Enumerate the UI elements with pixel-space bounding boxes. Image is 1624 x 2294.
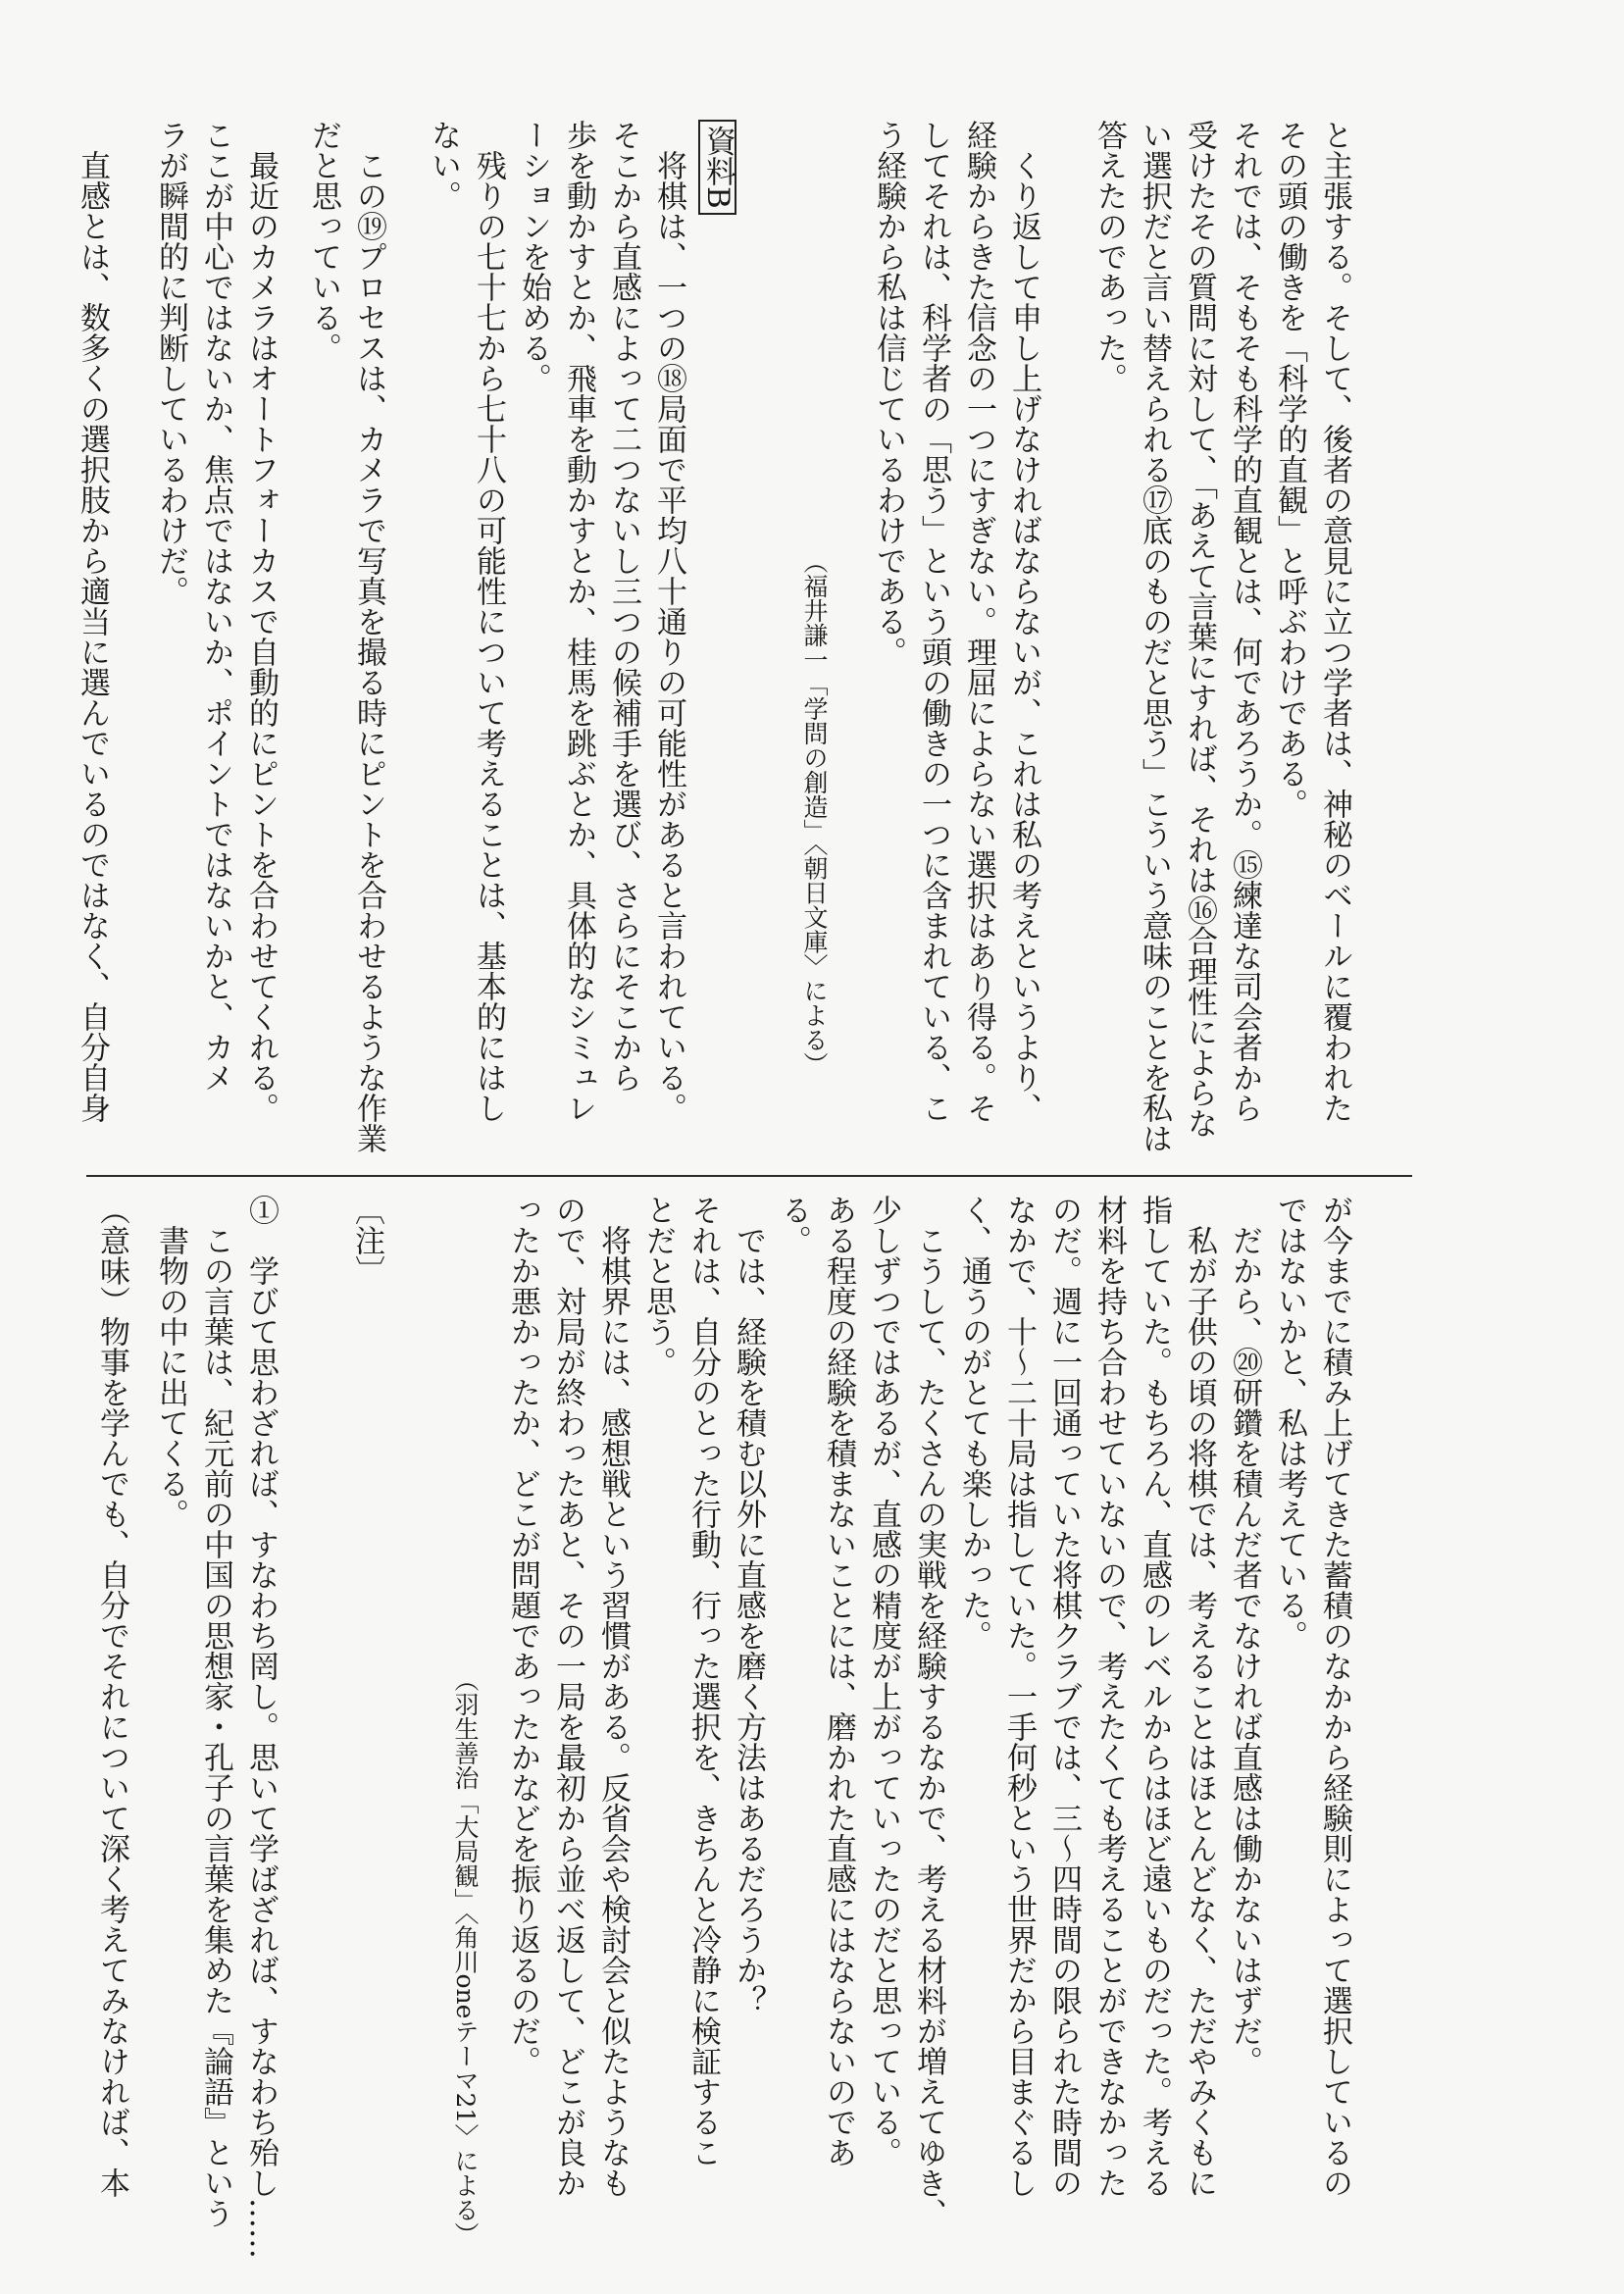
text-line: が今までに積み上げてきた蓄積のなかから経験則によって選択しているの <box>1317 1195 1352 2198</box>
text-line: 直感とは、数多くの選択肢から適当に選んでいるのではなく、自分自身 <box>75 150 110 1123</box>
note-line: この言葉は、紀元前の中国の思想家・孔子の言葉を集めた『論語』という <box>198 1225 233 2228</box>
text-line: く、通うのがとても楽しかった。 <box>956 1195 991 1651</box>
text-line: だから、⑳研鑽を積んだ者でなければ直感は働かないはずだ。 <box>1227 1225 1262 2076</box>
section-divider <box>86 1175 1412 1177</box>
notes-heading: 〔注〕 <box>349 1195 384 1286</box>
text-line: なかで、十〜二十局は指していた。一手何秒という世界だから目まぐるし <box>1001 1195 1037 2198</box>
text-line: ーションを始める。 <box>516 120 551 393</box>
text-line: 答えたのであった。 <box>1091 120 1127 393</box>
text-line: この⑲プロセスは、カメラで写真を撮る時にピントを合わせるような作業 <box>351 150 386 1153</box>
note-line: ① 学びて思わざれば、すなわち罔し。思いて学ばざれば、すなわち殆し…… <box>243 1195 279 2259</box>
section-heading <box>698 120 736 1159</box>
text-line: 材料を持ち合わせていないので、考えたくても考えることができなかった <box>1091 1195 1127 2198</box>
text-line: と主張する。そして、後者の意見に立つ学者は、神秘のベールに覆われた <box>1317 120 1352 1123</box>
text-line: 私が子供の頃の将棋では、考えることはほとんどなく、ただやみくもに <box>1182 1225 1217 2198</box>
text-line: のだ。週に一回通っていた将棋クラブでは、三〜四時間の限られた時間の <box>1046 1195 1082 2198</box>
text-line: 将棋は、一つの⑱局面で平均八十通りの可能性があると言われている。 <box>651 150 686 1123</box>
text-line: だと思っている。 <box>306 120 341 363</box>
text-line: 将棋界には、感想戦という習慣がある。反省会や検討会と似たようなも <box>595 1225 631 2198</box>
text-line: ではないかと、私は考えている。 <box>1272 1195 1307 1651</box>
text-line: 残りの七十七から七十八の可能性について考えることは、基本的にはし <box>471 150 506 1123</box>
text-line: その頭の働きを「科学的直観」と呼ぶわけである。 <box>1272 120 1307 819</box>
text-line: ない。 <box>426 120 461 211</box>
text-line: 指していた。もちろん、直感のレベルからはほど遠いものだった。考える <box>1137 1195 1172 2198</box>
text-line: こうして、たくさんの実戦を経験するなかで、考える材料が増えてゆき、 <box>911 1225 946 2228</box>
text-line: ったか悪かったか、どこが問題であったかなどを振り返るのだ。 <box>505 1195 540 2076</box>
text-line: それでは、そもそも科学的直観とは、何であろうか。⑮練達な司会者から <box>1227 120 1262 1123</box>
text-line: ので、対局が終わったあと、その一局を最初から並べ返して、どこが良か <box>550 1195 585 2198</box>
text-line: してそれは、科学者の「思う」という頭の働きの一つに含まれている、こ <box>916 120 951 1123</box>
text-line: ここが中心ではないか、焦点ではないか、ポイントではないかと、カメ <box>198 120 233 1093</box>
text-line: 最近のカメラはオートフォーカスで自動的にピントを合わせてくれる。 <box>243 150 279 1123</box>
text-line: 経験からきた信念の一つにすぎない。理屈によらない選択はあり得る。そ <box>961 120 996 1123</box>
text-line: 歩を動かすとか、飛車を動かすとか、桂馬を跳ぶとか、具体的なシミュレ <box>561 120 596 1123</box>
text-line: それは、自分のとった行動、行った選択を、きちんと冷静に検証するこ <box>685 1195 721 2167</box>
text-line: る。 <box>776 1195 811 1255</box>
text-line: とだと思う。 <box>640 1195 676 1377</box>
text-line: う経験から私は信じているわけである。 <box>871 120 906 667</box>
text-line: 少しずつではあるが、直感の精度が上がっていったのだと思っている。 <box>866 1195 901 2167</box>
text-line: ラが瞬間的に判断しているわけだ。 <box>153 120 188 606</box>
note-line: 書物の中に出てくる。 <box>153 1225 188 1529</box>
text-line: い選択だと言い替えられる⑰底のものだと思う」こういう意味のことを私は <box>1137 120 1172 1153</box>
text-line: そこから直感によって二つないし三つの候補手を選び、さらにそこから <box>606 120 641 1093</box>
material-b-label: 資料B <box>698 120 736 215</box>
citation: （羽生善治「大局観」〈角川oneテーマ21〉による） <box>451 1667 480 2247</box>
text-line: くり返して申し上げなければならないが、これは私の考えというより、 <box>1006 150 1041 1123</box>
note-line: （意味）物事を学んでも、自分でそれについて深く考えてみなければ、本 <box>94 1195 129 2198</box>
citation: （福井謙一「学問の創造」〈朝日文庫〉による） <box>800 549 829 1077</box>
text-line: 受けたその質問に対して、「あえて言葉にすれば、それは⑯合理性によらな <box>1182 120 1217 1139</box>
text-line: ある程度の経験を積まないことには、磨かれた直感にはならないのであ <box>821 1195 856 2167</box>
text-line: では、経験を積む以外に直感を磨く方法はあるだろうか？ <box>731 1225 766 2015</box>
